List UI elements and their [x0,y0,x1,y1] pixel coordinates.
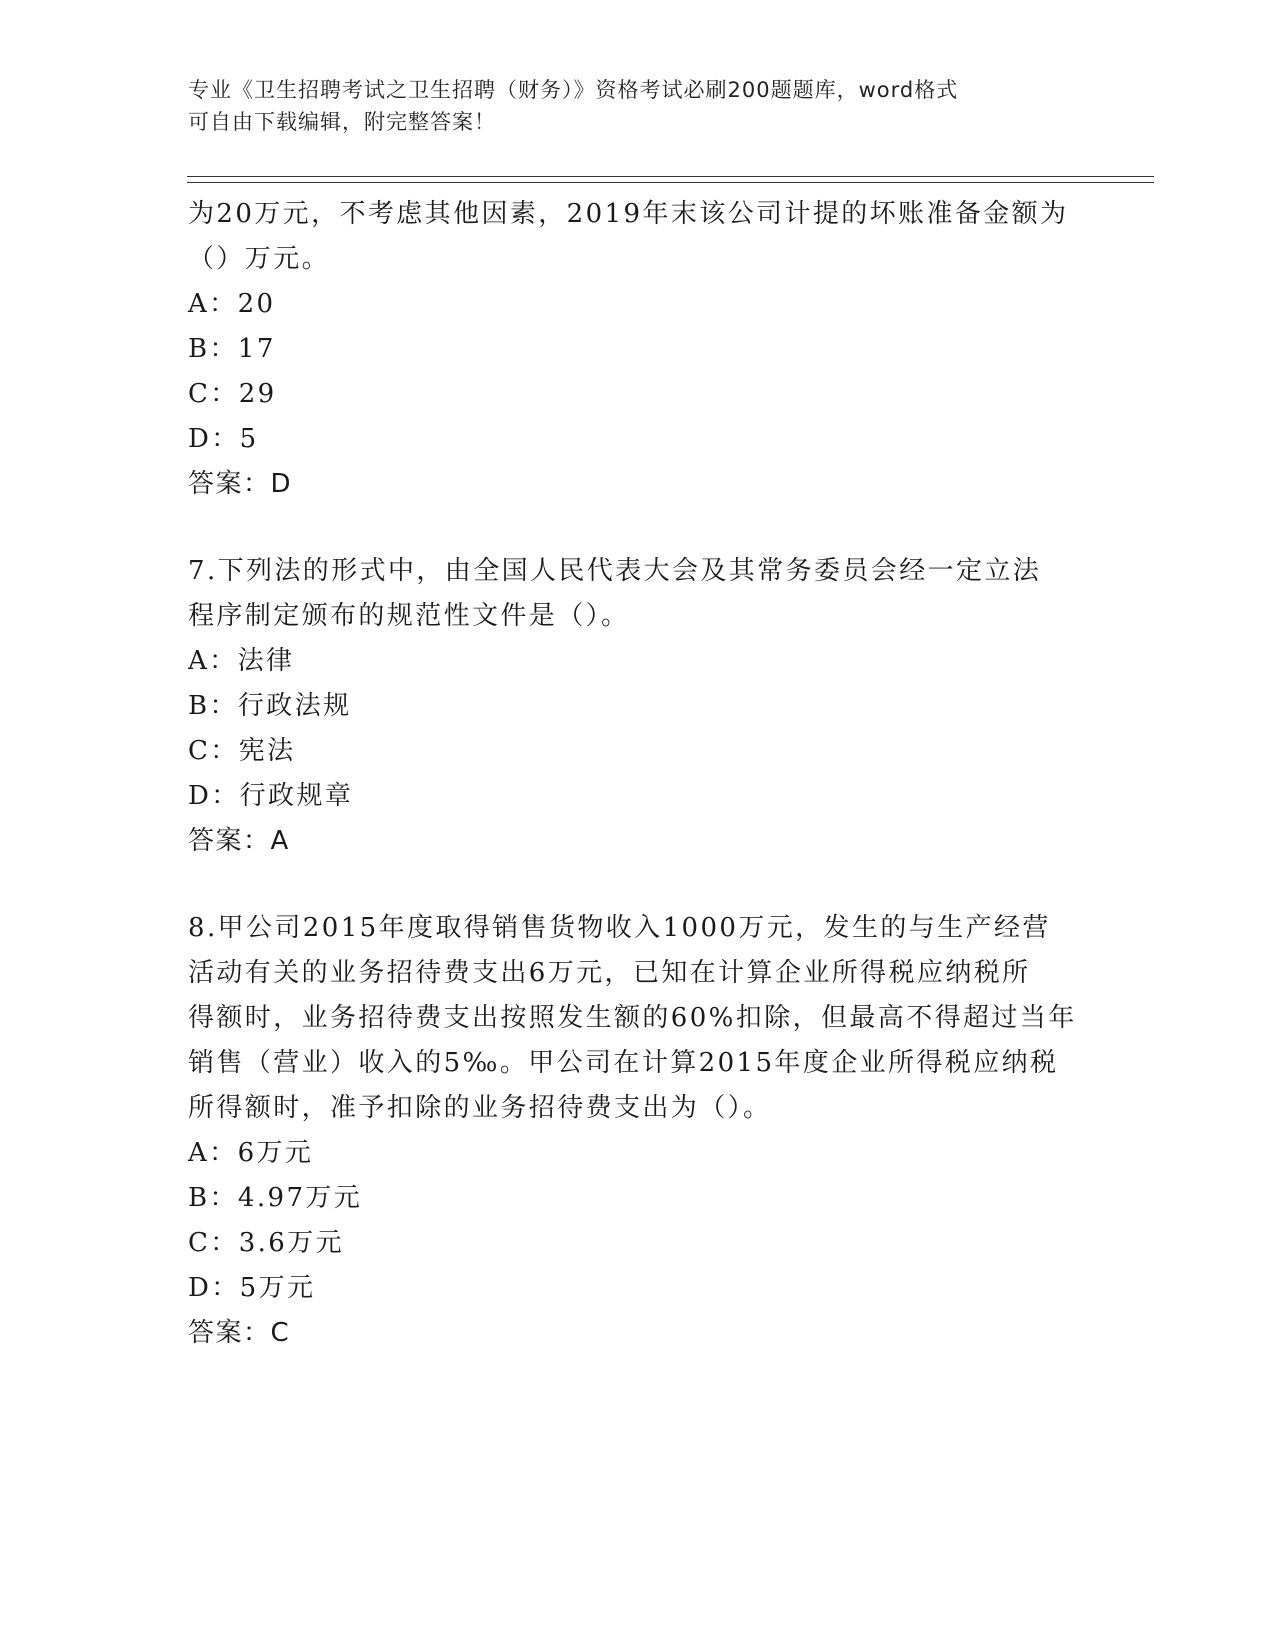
question-6-option-c: C：29 [188,379,277,409]
question-7 [188,549,1088,864]
question-7-option-b: B：行政法规 [188,691,352,721]
question-8-text-line-2: 活动有关的业务招待费支出6万元，已知在计算企业所得税应纳税所 [188,958,1031,988]
spacer [188,864,1088,906]
question-8-option-c: C：3.6万元 [188,1228,345,1258]
question-6-text-line-1: 为20万元，不考虑其他因素，2019年末该公司计提的坏账准备金额为 [188,199,1069,229]
header-line-2: 可自由下载编辑，附完整答案！ [188,110,496,134]
question-8-text-line-4: 销售（营业）收入的5‰。甲公司在计算2015年度企业所得税应纳税 [188,1048,1059,1078]
question-6-option-b: B：17 [188,334,276,364]
question-8-option-d: D：5万元 [188,1273,316,1303]
question-7-option-c: C：宪法 [188,736,296,766]
spacer [188,507,1088,549]
question-8-text-line-3: 得额时，业务招待费支出按照发生额的60%扣除，但最高不得超过当年 [188,1003,1077,1033]
document-body [188,192,1088,1356]
question-6-option-a: A：20 [188,289,276,319]
header-line-1: 专业《卫生招聘考试之卫生招聘（财务）》资格考试必刷200题题库，word格式 [188,78,959,102]
question-7-option-a: A：法律 [188,646,295,676]
question-8-text-line-1: 8.甲公司2015年度取得销售货物收入1000万元，发生的与生产经营 [188,913,1051,943]
question-6 [188,192,1088,507]
question-7-text-line-2: 程序制定颁布的规范性文件是（）。 [188,601,630,631]
question-6-answer: 答案：D [188,469,293,499]
question-7-text-line-1: 7.下列法的形式中，由全国人民代表大会及其常务委员会经一定立法 [188,556,1042,586]
question-7-answer: 答案：A [188,826,290,856]
question-8 [188,906,1088,1356]
question-6-option-d: D：5 [188,424,259,454]
question-7-option-d: D：行政规章 [188,781,354,811]
question-8-answer: 答案：C [188,1318,291,1348]
header-rule-top [187,176,1154,177]
question-8-option-a: A：6万元 [188,1138,314,1168]
page-header [188,74,1088,138]
question-6-text-line-2: （）万元。 [188,244,331,274]
question-8-text-line-5: 所得额时，准予扣除的业务招待费支出为（）。 [188,1093,772,1123]
question-8-option-b: B：4.97万元 [188,1183,363,1213]
header-rule-bottom [187,182,1154,183]
